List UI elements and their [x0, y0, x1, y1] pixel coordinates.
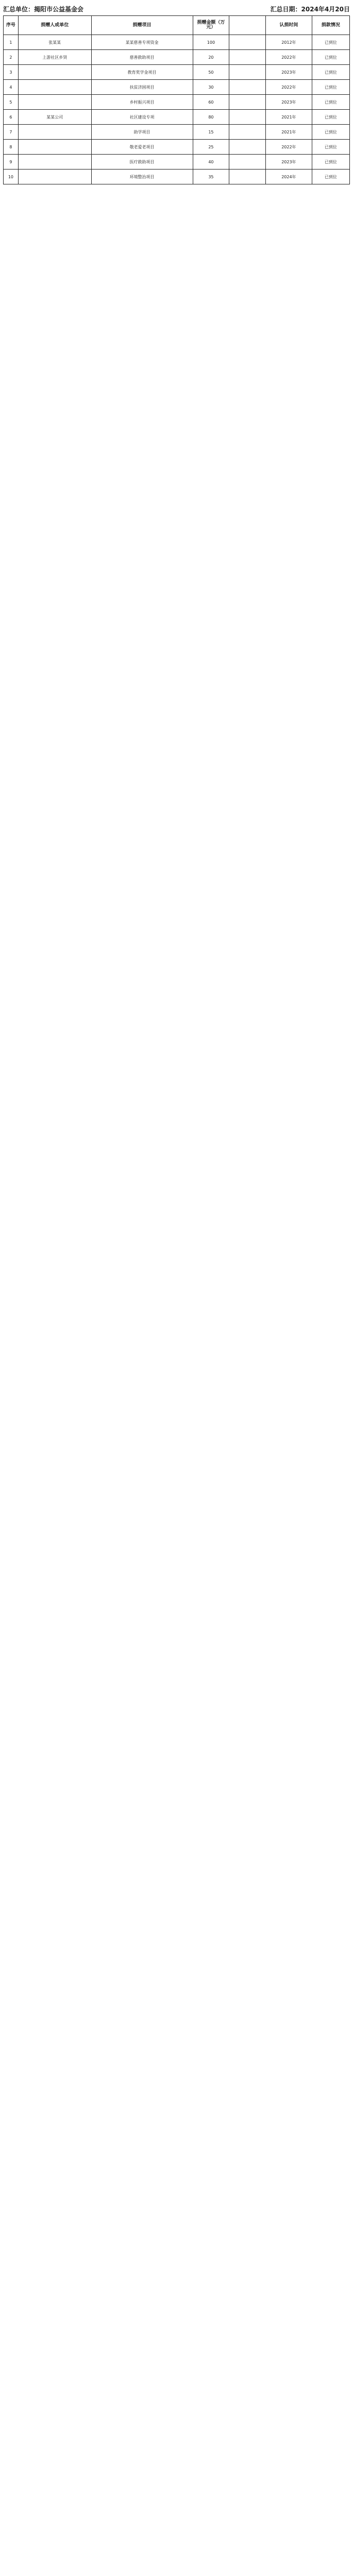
cell-project: 乡村振兴项目 [91, 95, 193, 110]
header-amount: 捐赠金额（万元） [193, 16, 229, 35]
header-meta [3, 3, 350, 14]
cell-no: 9 [4, 155, 19, 170]
header-status: 捐款情况 [312, 16, 350, 35]
cell-person: 张某某 [18, 35, 91, 50]
cell-project: 敬老爱老项目 [91, 140, 193, 155]
cell-amount: 40 [193, 155, 229, 170]
cell-project: 教育奖学金项目 [91, 65, 193, 80]
cell-project: 慈善救助项目 [91, 50, 193, 65]
cell-date: 2023年 [266, 95, 312, 110]
table-row [4, 170, 350, 184]
cell-amount: 60 [193, 95, 229, 110]
cell-no: 6 [4, 110, 19, 125]
cell-status: 已到位 [312, 155, 350, 170]
cell-amount: 20 [193, 50, 229, 65]
cell-status: 已到位 [312, 65, 350, 80]
cell-amount: 100 [193, 35, 229, 50]
cell-no: 4 [4, 80, 19, 95]
header-no: 序号 [4, 16, 19, 35]
table-row [4, 155, 350, 170]
table-row [4, 95, 350, 110]
cell-status: 已到位 [312, 110, 350, 125]
cell-total [229, 155, 266, 170]
cell-date: 2022年 [266, 50, 312, 65]
cell-amount: 25 [193, 140, 229, 155]
cell-status: 已到位 [312, 35, 350, 50]
cell-project: 某某慈善专项资金 [91, 35, 193, 50]
header-person: 捐赠人或单位 [18, 16, 91, 35]
cell-project: 助学项目 [91, 125, 193, 140]
cell-total [229, 80, 266, 95]
cell-amount: 50 [193, 65, 229, 80]
cell-total [229, 110, 266, 125]
cell-date: 2012年 [266, 35, 312, 50]
table-row [4, 50, 350, 65]
cell-amount: 30 [193, 80, 229, 95]
table-row [4, 110, 350, 125]
cell-total [229, 170, 266, 184]
cell-person [18, 125, 91, 140]
cell-date: 2023年 [266, 65, 312, 80]
table-row [4, 140, 350, 155]
cell-person: 上游社区乡贤 [18, 50, 91, 65]
cell-no: 7 [4, 125, 19, 140]
cell-total [229, 50, 266, 65]
cell-total [229, 65, 266, 80]
header-project: 捐赠项目 [91, 16, 193, 35]
cell-date: 2024年 [266, 170, 312, 184]
donation-table [3, 15, 350, 184]
cell-person [18, 65, 91, 80]
cell-no: 5 [4, 95, 19, 110]
cell-total [229, 140, 266, 155]
header-total [229, 16, 266, 35]
cell-person [18, 155, 91, 170]
table-row [4, 80, 350, 95]
cell-status: 已到位 [312, 50, 350, 65]
cell-status: 已到位 [312, 95, 350, 110]
cell-date: 2023年 [266, 155, 312, 170]
cell-date: 2021年 [266, 125, 312, 140]
cell-status: 已到位 [312, 170, 350, 184]
cell-project: 环境整治项目 [91, 170, 193, 184]
cell-status: 已到位 [312, 140, 350, 155]
cell-date: 2022年 [266, 140, 312, 155]
table-row [4, 35, 350, 50]
table-row [4, 125, 350, 140]
table-header-row [4, 16, 350, 35]
summary-unit: 汇总单位：揭阳市公益基金会 [3, 5, 84, 13]
cell-amount: 80 [193, 110, 229, 125]
cell-total [229, 95, 266, 110]
table-row [4, 65, 350, 80]
cell-total [229, 35, 266, 50]
cell-person [18, 80, 91, 95]
cell-amount: 15 [193, 125, 229, 140]
cell-person: 某某公司 [18, 110, 91, 125]
cell-date: 2021年 [266, 110, 312, 125]
cell-total [229, 125, 266, 140]
cell-no: 8 [4, 140, 19, 155]
cell-project: 医疗救助项目 [91, 155, 193, 170]
cell-person [18, 140, 91, 155]
cell-amount: 35 [193, 170, 229, 184]
cell-person [18, 95, 91, 110]
cell-status: 已到位 [312, 80, 350, 95]
header-date: 认捐时间 [266, 16, 312, 35]
cell-date: 2022年 [266, 80, 312, 95]
cell-no: 1 [4, 35, 19, 50]
cell-no: 2 [4, 50, 19, 65]
table-body [4, 35, 350, 184]
cell-project: 社区建设专项 [91, 110, 193, 125]
cell-no: 3 [4, 65, 19, 80]
cell-project: 扶贫济困项目 [91, 80, 193, 95]
cell-status: 已到位 [312, 125, 350, 140]
summary-date: 汇总日期：2024年4月20日 [270, 5, 350, 13]
cell-person [18, 170, 91, 184]
cell-no: 10 [4, 170, 19, 184]
